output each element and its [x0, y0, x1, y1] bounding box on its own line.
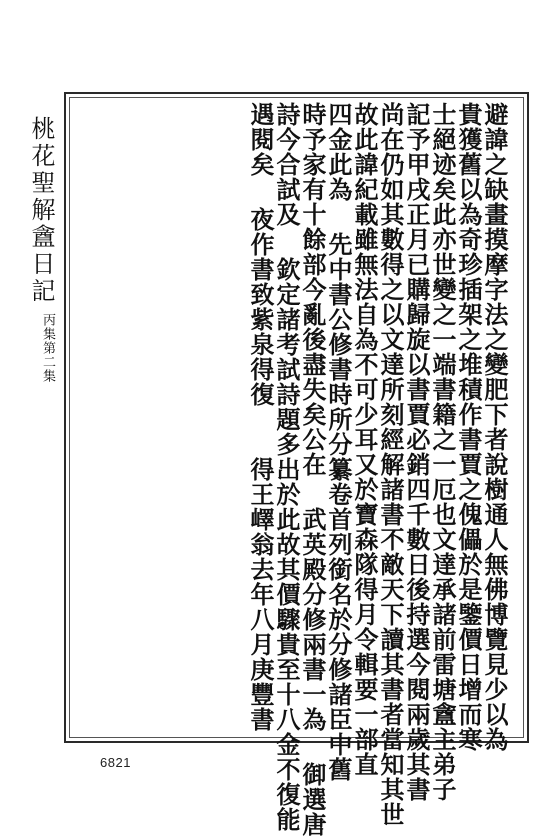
manuscript-column-3: 士絕迹矣此亦世變之一端書籍之一厄也文達承諸前雷塘盦主弟子: [428, 102, 457, 802]
page-number: 6821: [100, 755, 131, 770]
running-head: [15, 116, 55, 383]
manuscript-column-7: 四金此為 先中書公修書時所分纂卷首列銜名於分修諸臣中舊: [324, 102, 353, 782]
volume-label: 丙集第二集: [40, 313, 55, 383]
manuscript-column-5: 尚在仍如其數得之以文達所刻經解諸書不敵天下讀其書者當知其世: [376, 102, 405, 827]
manuscript-column-2: 貴獲舊以為奇珍插架之堆積作書賈之傀儡於是鑒價日增而寒: [454, 102, 483, 752]
manuscript-column-10: 遇閱矣 夜作書致紫泉得復 得王嶧翁去年八月庚豐書: [246, 102, 275, 732]
manuscript-column-6: 故此諱紀載雖無法自為不可少耳又於寶森隊得月令輯要一部直: [350, 102, 379, 777]
manuscript-column-8: 時予家有十餘部今亂後盡失矣公在 武英殿分修兩書一為 御選唐: [298, 102, 327, 837]
manuscript-column-4: 記予甲戌正月已購歸旋以書賈必銷四千數日後持選今閱兩歲其書: [402, 102, 431, 802]
manuscript-column-1: 避諱之缺畫摸摩字法之變肥下者說樹通人無佛博覽見少以為: [480, 102, 509, 752]
manuscript-column-9: 詩今合試及 欽定諸考試詩題多出於此故其價驟貴至十八金不復能: [272, 102, 301, 832]
book-title: 桃花聖解盦日記: [27, 116, 55, 305]
